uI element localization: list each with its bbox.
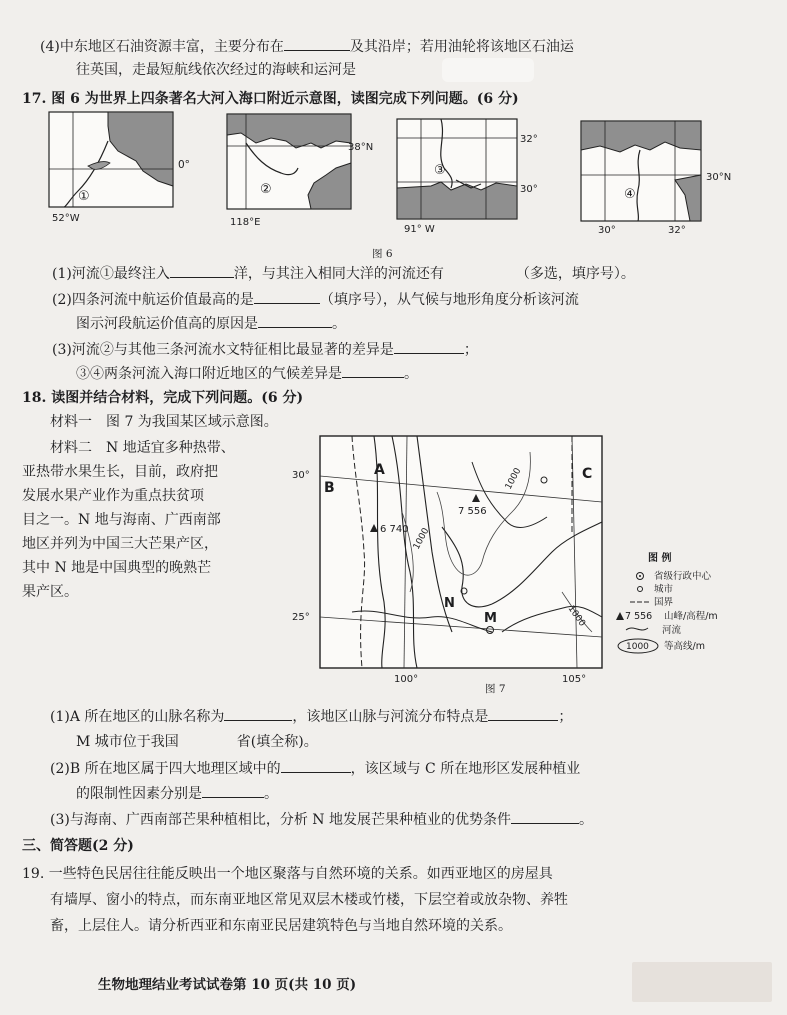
q16-4-line2: 往英国，走最短航线依次经过的海峡和运河是 (76, 62, 356, 78)
q17-sub3-line1: (3)河流②与其他三条河流水文特征相比最显著的差异是 ； (52, 339, 478, 360)
section-3-heading: 三、简答题(2 分) (22, 838, 134, 854)
legend-item-city: 城市 (654, 584, 674, 595)
legend-item-border: 国界 (654, 597, 674, 608)
q18-sub1-line1: (1)A 所在地区的山脉名称为 ，该地区山脉与河流分布特点是 ； (50, 706, 572, 727)
river-icon (626, 628, 648, 630)
peak-label-2: 6 740 (380, 524, 409, 535)
q17-heading: 17. 图 6 为世界上四条著名大河入海口附近示意图，读图完成下列问题。(6 分) (22, 91, 519, 107)
contour-label-2: 1000 (411, 526, 432, 552)
blank[interactable] (202, 783, 264, 798)
lon-label-105: 105° (562, 674, 587, 685)
map3-lat-top: 32° (520, 134, 538, 145)
blank[interactable] (394, 339, 464, 354)
legend-item-peak: 山峰/高程/m (664, 611, 718, 622)
map-2 (226, 113, 386, 229)
legend-item-contour: 等高线/m (664, 641, 705, 652)
blank[interactable] (511, 809, 579, 824)
legend-title: 图 例 (648, 553, 672, 564)
map1-lat: 0° (178, 159, 190, 171)
city-icon (638, 587, 643, 592)
q18-heading: 18. 读图并结合材料，完成下列问题。(6 分) (22, 390, 304, 406)
lon-label-100: 100° (394, 674, 419, 685)
contour-label-1: 1000 (503, 466, 524, 492)
q18-sub2-line1: (2)B 所在地区属于四大地理区域中的 ，该区域与 C 所在地形区发展种植业 (50, 758, 580, 779)
lat-label-30: 30° (292, 470, 310, 481)
map-label-m: M (484, 611, 497, 626)
map3-lon: 91° W (404, 224, 435, 233)
q18-material1: 材料一 图 7 为我国某区域示意图。 (50, 414, 278, 430)
q17-sub2-line2: 图示河段航运价值高的原因是 。 (76, 313, 346, 334)
map1-lon: 52°W (52, 213, 80, 223)
map2-marker: ② (260, 182, 272, 197)
blank[interactable] (179, 732, 237, 746)
map-label-a: A (374, 462, 385, 478)
legend (612, 548, 762, 658)
legend-contour-sample: 1000 (626, 642, 649, 652)
q17-sub3-line2: ③④两条河流入海口附近地区的气候差异是 。 (76, 363, 418, 384)
blank[interactable] (284, 36, 350, 51)
map-label-c: C (582, 466, 593, 482)
map4-lon1: 30° (598, 225, 616, 236)
map-label-b: B (324, 480, 335, 496)
blank[interactable] (258, 313, 332, 328)
blank[interactable] (488, 706, 558, 721)
q18-sub1-line2: M 城市位于我国 省(填全称)。 (76, 734, 318, 750)
figure-7-map (292, 432, 612, 688)
blank[interactable] (281, 758, 351, 773)
legend-item-provincial: 省级行政中心 (654, 571, 712, 582)
map3-marker: ③ (434, 163, 446, 178)
figure-7-caption: 图 7 (485, 683, 506, 695)
blank[interactable] (224, 706, 292, 721)
map-4 (580, 120, 760, 236)
peak-label-1: 7 556 (458, 506, 487, 517)
map4-lat: 30°N (706, 172, 732, 183)
legend-item-river: 河流 (662, 625, 682, 636)
map-3 (396, 118, 546, 233)
q17-sub1: (1)河流①最终注入 洋，与其注入相同大洋的河流还有 （多选，填序号）。 (52, 263, 635, 284)
figure-6-caption: 图 6 (372, 248, 393, 260)
map3-lat-bottom: 30° (520, 184, 538, 195)
q18-sub3: (3)与海南、广西南部芒果种植相比，分析 N 地发展芒果种植业的优势条件 。 (50, 809, 593, 830)
map4-marker: ④ (624, 187, 636, 202)
page-footer: 生物地理结业考试试卷第 10 页(共 10 页) (98, 977, 357, 993)
map2-lon: 118°E (230, 217, 261, 228)
contour-label-3: 1000 (565, 603, 587, 629)
map-1 (48, 111, 178, 223)
blank[interactable] (444, 264, 516, 278)
map4-lon2: 32° (668, 225, 686, 236)
q18-sub2-line2: 的限制性因素分别是 。 (76, 783, 278, 804)
legend-peak-sample: 7 556 (625, 611, 653, 622)
q18-material2: 材料二 N 地适宜多种热带、 亚热带水果生长，目前，政府把 发展水果产业作为重点扶贫项 目之一。N 地与海南、广西南部 地区并列为中国三大芒果产区， 其中 N 地是中国典型的晚熟芒 果产区。 (22, 440, 235, 600)
peak-icon (616, 612, 624, 620)
q16-4-line1: (4)中东地区石油资源丰富，主要分布在 及其沿岸；若用油轮将该地区石油运 (40, 36, 574, 57)
blank[interactable] (170, 263, 234, 278)
whiteout-mark (442, 58, 534, 82)
blank[interactable] (342, 363, 404, 378)
map-label-n: N (444, 596, 455, 611)
map2-lat: 38°N (348, 142, 374, 153)
map1-marker: ① (78, 189, 90, 204)
blank[interactable] (254, 289, 320, 304)
q17-sub2-line1: (2)四条河流中航运价值最高的是 （填序号），从气候与地形角度分析该河流 (52, 289, 579, 310)
stamp-block (632, 962, 772, 1002)
q19-text: 19. 一些特色民居往往能反映出一个地区聚落与自然环境的关系。如西亚地区的房屋具 有墙厚、窗小的特点，而东南亚地区常见双层木楼或竹楼，下层空着或放杂物、养牲 畜，上层住人。请分析西亚和东南亚民居建筑特色与当地自然环境的关系。 (22, 866, 568, 934)
lat-label-25: 25° (292, 612, 310, 623)
